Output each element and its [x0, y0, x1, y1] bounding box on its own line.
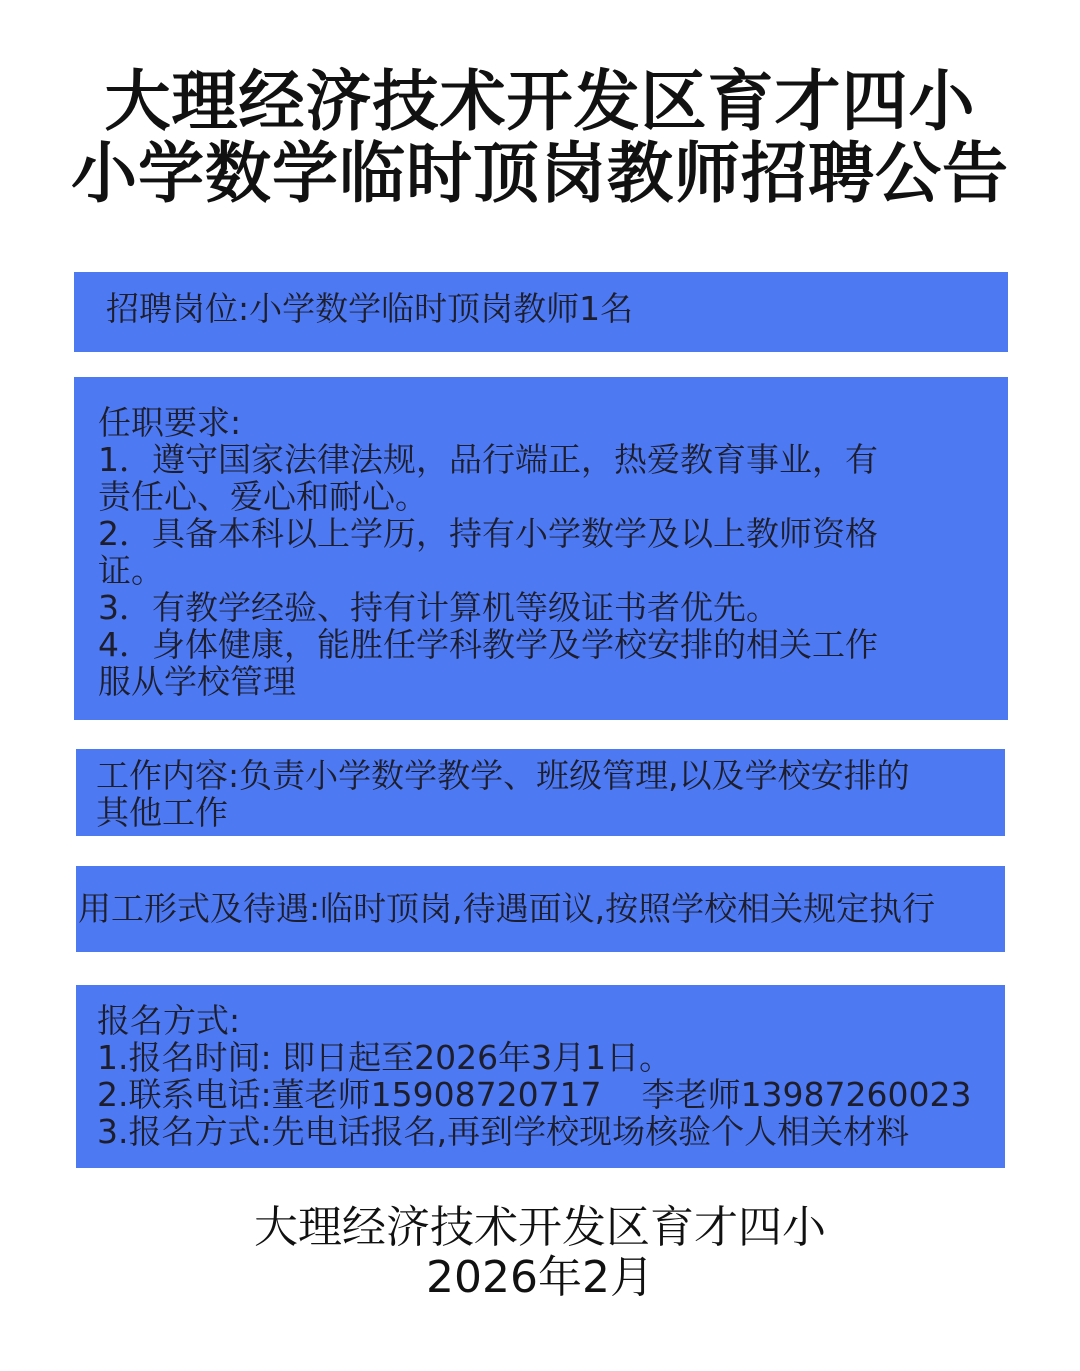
requirement-line: 4．身体健康，能胜任学科教学及学校安排的相关工作 — [98, 625, 878, 664]
work-content-line-1: 工作内容:负责小学数学教学、班级管理,以及学校安排的 — [96, 756, 910, 795]
footer-school: 大理经济技术开发区育才四小 — [254, 1202, 826, 1253]
position-section — [74, 272, 1008, 352]
page-title — [0, 63, 1080, 212]
phone-contact-1: 2.联系电话:董老师15908720717 — [97, 1075, 602, 1114]
requirement-line: 2．具备本科以上学历，持有小学数学及以上教师资格 — [98, 514, 878, 553]
employment-section — [76, 866, 1005, 952]
work-content-line-2: 其他工作 — [96, 793, 228, 832]
application-method: 3.报名方式:先电话报名,再到学校现场核验个人相关材料 — [97, 1112, 910, 1151]
footer-date: 2026年2月 — [426, 1252, 654, 1303]
application-section — [76, 985, 1005, 1168]
position-text: 招聘岗位:小学数学临时顶岗教师1名 — [106, 289, 634, 328]
employment-text: 用工形式及待遇:临时顶岗,待遇面议,按照学校相关规定执行 — [78, 889, 936, 928]
work-content-section — [76, 749, 1005, 836]
application-heading: 报名方式: — [97, 1001, 241, 1040]
footer — [0, 1203, 1080, 1303]
requirement-line: 服从学校管理 — [98, 662, 296, 701]
phone-contact-2: 李老师13987260023 — [641, 1075, 972, 1114]
requirement-line: 责任心、爱心和耐心。 — [98, 477, 428, 516]
requirements-section — [74, 377, 1008, 720]
title-line-1: 大理经济技术开发区育才四小 — [104, 63, 976, 140]
requirement-line: 证。 — [98, 551, 164, 590]
requirement-line: 3．有教学经验、持有计算机等级证书者优先。 — [98, 588, 779, 627]
requirements-heading: 任职要求: — [98, 403, 242, 442]
application-time: 1.报名时间: 即日起至2026年3月1日。 — [97, 1038, 673, 1077]
application-phone — [97, 1076, 1005, 1113]
requirement-line: 1．遵守国家法律法规，品行端正，热爱教育事业，有 — [98, 440, 878, 479]
title-line-2: 小学数学临时顶岗教师招聘公告 — [71, 135, 1009, 212]
